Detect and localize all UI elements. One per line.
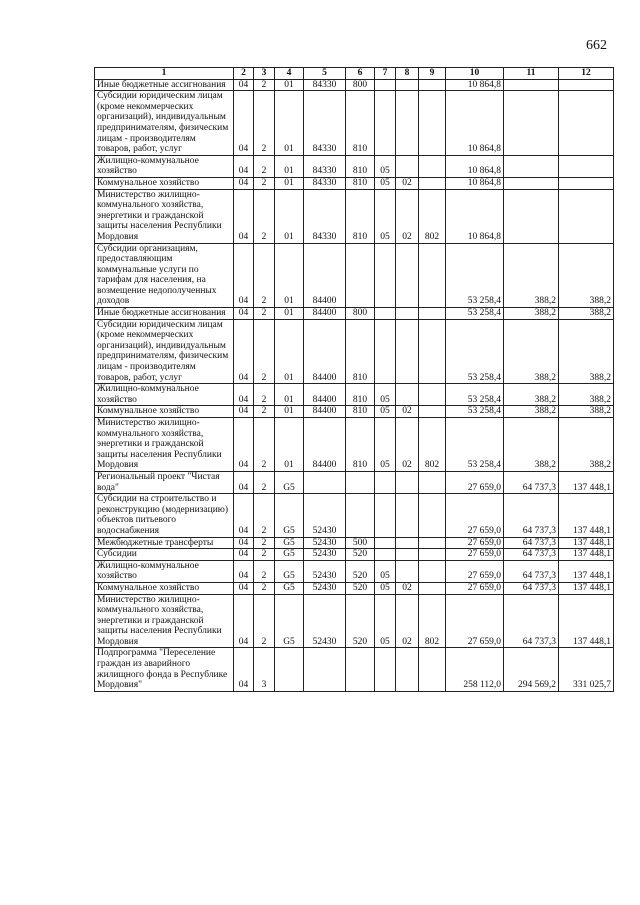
table-row: [95, 91, 614, 156]
table-cell: [559, 189, 614, 243]
table-cell: [396, 549, 419, 561]
column-header: 6: [346, 68, 375, 80]
row-name-cell: Министерство жилищно-коммунального хозяйства, энергетики и гражданской защиты населения Республики Мордовия: [95, 189, 234, 243]
table-row: [95, 189, 614, 243]
column-header: 1: [95, 68, 234, 80]
table-cell: G5: [275, 549, 304, 561]
table-cell: 294 569,2: [504, 648, 559, 691]
table-cell: [419, 155, 446, 177]
table-row: [95, 155, 614, 177]
table-cell: 27 659,0: [446, 471, 504, 493]
table-cell: [396, 243, 419, 308]
table-cell: 53 258,4: [446, 418, 504, 472]
table-cell: 05: [375, 406, 396, 418]
table-cell: 53 258,4: [446, 243, 504, 308]
table-cell: [346, 243, 375, 308]
row-name-cell: Коммунальное хозяйство: [95, 177, 234, 189]
table-cell: 52430: [304, 494, 346, 537]
table-cell: [346, 648, 375, 691]
table-cell: 137 448,1: [559, 537, 614, 549]
table-cell: [419, 91, 446, 156]
row-name-cell: Жилищно-коммунальное хозяйство: [95, 384, 234, 406]
table-cell: 52430: [304, 560, 346, 582]
table-cell: 2: [254, 418, 275, 472]
table-cell: 520: [346, 582, 375, 594]
table-cell: [559, 177, 614, 189]
table-header-row: [95, 68, 614, 80]
table-cell: 04: [234, 471, 254, 493]
table-cell: 810: [346, 177, 375, 189]
table-cell: 04: [234, 648, 254, 691]
table-cell: 53 258,4: [446, 308, 504, 320]
table-cell: 500: [346, 537, 375, 549]
table-cell: 258 112,0: [446, 648, 504, 691]
table-cell: [419, 648, 446, 691]
table-cell: 64 737,3: [504, 537, 559, 549]
table-cell: 04: [234, 79, 254, 91]
table-cell: 52430: [304, 582, 346, 594]
table-cell: 520: [346, 560, 375, 582]
table-cell: 137 448,1: [559, 471, 614, 493]
table-row: [95, 560, 614, 582]
table-cell: 27 659,0: [446, 582, 504, 594]
table-cell: 800: [346, 308, 375, 320]
row-name-cell: Министерство жилищно-коммунального хозяйства, энергетики и гражданской защиты населения Республики Мордовия: [95, 594, 234, 648]
table-cell: [375, 537, 396, 549]
table-cell: [419, 308, 446, 320]
table-cell: 05: [375, 594, 396, 648]
row-name-cell: Иные бюджетные ассигнования: [95, 79, 234, 91]
table-row: [95, 549, 614, 561]
table-cell: 64 737,3: [504, 560, 559, 582]
table-cell: [396, 648, 419, 691]
table-cell: [346, 494, 375, 537]
table-cell: 01: [275, 418, 304, 472]
table-cell: 2: [254, 79, 275, 91]
table-cell: G5: [275, 494, 304, 537]
table-cell: [375, 648, 396, 691]
table-cell: 53 258,4: [446, 319, 504, 384]
table-cell: 2: [254, 594, 275, 648]
table-cell: 388,2: [504, 308, 559, 320]
table-row: [95, 494, 614, 537]
table-row: [95, 648, 614, 691]
table-cell: 01: [275, 384, 304, 406]
table-row: [95, 384, 614, 406]
table-cell: [419, 494, 446, 537]
row-name-cell: Подпрограмма "Переселение граждан из аварийного жилищного фонда в Республике Мордовия": [95, 648, 234, 691]
row-name-cell: Жилищно-коммунальное хозяйство: [95, 560, 234, 582]
table-cell: 137 448,1: [559, 560, 614, 582]
table-cell: 84330: [304, 79, 346, 91]
table-cell: 84330: [304, 155, 346, 177]
table-cell: 01: [275, 319, 304, 384]
table-cell: [419, 549, 446, 561]
table-cell: 04: [234, 177, 254, 189]
table-cell: 05: [375, 560, 396, 582]
table-cell: 02: [396, 177, 419, 189]
table-cell: 10 864,8: [446, 155, 504, 177]
table-cell: 2: [254, 494, 275, 537]
table-cell: 137 448,1: [559, 582, 614, 594]
table-cell: [504, 177, 559, 189]
table-cell: 2: [254, 471, 275, 493]
table-cell: 2: [254, 189, 275, 243]
table-cell: 04: [234, 319, 254, 384]
table-cell: 04: [234, 155, 254, 177]
table-cell: [419, 560, 446, 582]
column-header: 10: [446, 68, 504, 80]
table-cell: [419, 79, 446, 91]
column-header: 11: [504, 68, 559, 80]
table-cell: 520: [346, 549, 375, 561]
table-cell: [419, 319, 446, 384]
table-cell: 05: [375, 189, 396, 243]
table-cell: [559, 91, 614, 156]
table-cell: 02: [396, 189, 419, 243]
table-cell: 84330: [304, 91, 346, 156]
table-row: [95, 471, 614, 493]
table-cell: 3: [254, 648, 275, 691]
page-number: 662: [586, 38, 607, 53]
table-cell: [396, 319, 419, 384]
table-cell: 810: [346, 418, 375, 472]
column-header: 8: [396, 68, 419, 80]
table-row: [95, 537, 614, 549]
table-cell: G5: [275, 560, 304, 582]
table-cell: 10 864,8: [446, 79, 504, 91]
table-cell: [375, 319, 396, 384]
table-cell: 53 258,4: [446, 406, 504, 418]
table-cell: [396, 155, 419, 177]
table-cell: 84330: [304, 189, 346, 243]
table-cell: 01: [275, 308, 304, 320]
table-cell: 810: [346, 406, 375, 418]
column-header: 7: [375, 68, 396, 80]
column-header: 2: [234, 68, 254, 80]
table-cell: 810: [346, 155, 375, 177]
table-row: [95, 594, 614, 648]
table-body: [95, 68, 614, 692]
table-cell: G5: [275, 582, 304, 594]
table-cell: [504, 91, 559, 156]
table-cell: 802: [419, 189, 446, 243]
table-cell: 2: [254, 549, 275, 561]
table-cell: 02: [396, 582, 419, 594]
table-cell: 84330: [304, 177, 346, 189]
table-cell: G5: [275, 594, 304, 648]
table-cell: 01: [275, 406, 304, 418]
table-cell: 04: [234, 494, 254, 537]
table-row: [95, 418, 614, 472]
table-cell: 05: [375, 177, 396, 189]
table-cell: [504, 79, 559, 91]
table-cell: 2: [254, 319, 275, 384]
table-cell: 27 659,0: [446, 594, 504, 648]
table-cell: 52430: [304, 549, 346, 561]
table-cell: [304, 648, 346, 691]
table-cell: [375, 494, 396, 537]
table-cell: [559, 155, 614, 177]
table-cell: 84400: [304, 406, 346, 418]
table-cell: [396, 494, 419, 537]
table-cell: 04: [234, 537, 254, 549]
table-cell: [396, 91, 419, 156]
table-cell: 27 659,0: [446, 560, 504, 582]
row-name-cell: Субсидии: [95, 549, 234, 561]
row-name-cell: Коммунальное хозяйство: [95, 582, 234, 594]
table-cell: 10 864,8: [446, 91, 504, 156]
table-cell: 04: [234, 189, 254, 243]
table-cell: 01: [275, 79, 304, 91]
table-cell: 64 737,3: [504, 471, 559, 493]
table-cell: 2: [254, 582, 275, 594]
table-cell: 01: [275, 91, 304, 156]
table-cell: 02: [396, 418, 419, 472]
table-cell: 04: [234, 549, 254, 561]
table-cell: 01: [275, 243, 304, 308]
table-cell: 84400: [304, 243, 346, 308]
table-cell: 04: [234, 243, 254, 308]
table-cell: [346, 471, 375, 493]
table-cell: 802: [419, 594, 446, 648]
table-cell: 388,2: [504, 384, 559, 406]
table-cell: 84400: [304, 308, 346, 320]
table-cell: [304, 471, 346, 493]
table-cell: [419, 243, 446, 308]
table-cell: 84400: [304, 418, 346, 472]
table-cell: 2: [254, 560, 275, 582]
table-cell: 52430: [304, 537, 346, 549]
column-header: 12: [559, 68, 614, 80]
table-cell: [419, 406, 446, 418]
table-cell: 388,2: [504, 243, 559, 308]
table-row: [95, 243, 614, 308]
table-cell: [396, 384, 419, 406]
table-cell: 10 864,8: [446, 189, 504, 243]
table-row: [95, 79, 614, 91]
table-cell: 388,2: [504, 319, 559, 384]
table-cell: 810: [346, 91, 375, 156]
table-cell: 388,2: [504, 418, 559, 472]
table-cell: [419, 582, 446, 594]
table-cell: [396, 79, 419, 91]
table-cell: 01: [275, 177, 304, 189]
table-cell: 04: [234, 406, 254, 418]
table-cell: [419, 384, 446, 406]
table-cell: 137 448,1: [559, 549, 614, 561]
table-cell: 02: [396, 594, 419, 648]
row-name-cell: Субсидии юридическим лицам (кроме некоммерческих организаций), индивидуальным предпринимателям, физическим лицам - производителям товаров, работ, услуг: [95, 319, 234, 384]
table-cell: [419, 537, 446, 549]
table-cell: 10 864,8: [446, 177, 504, 189]
table-cell: 04: [234, 384, 254, 406]
table-cell: 27 659,0: [446, 537, 504, 549]
table-cell: [504, 189, 559, 243]
table-cell: 01: [275, 189, 304, 243]
table-cell: [396, 537, 419, 549]
table-cell: 04: [234, 582, 254, 594]
table-cell: [396, 308, 419, 320]
table-cell: 2: [254, 243, 275, 308]
table-cell: 2: [254, 155, 275, 177]
table-row: [95, 308, 614, 320]
column-header: 4: [275, 68, 304, 80]
table-cell: 04: [234, 594, 254, 648]
table-cell: 27 659,0: [446, 549, 504, 561]
table-cell: 810: [346, 384, 375, 406]
budget-table: [94, 67, 614, 692]
table-cell: 64 737,3: [504, 549, 559, 561]
table-cell: [419, 471, 446, 493]
row-name-cell: Субсидии организациям, предоставляющим коммунальные услуги по тарифам для населения, на возмещение недополученных доходов: [95, 243, 234, 308]
table-cell: 331 025,7: [559, 648, 614, 691]
table-cell: 520: [346, 594, 375, 648]
table-cell: 388,2: [504, 406, 559, 418]
column-header: 3: [254, 68, 275, 80]
table-cell: 05: [375, 582, 396, 594]
row-name-cell: Жилищно-коммунальное хозяйство: [95, 155, 234, 177]
table-cell: [396, 471, 419, 493]
table-cell: 04: [234, 308, 254, 320]
table-cell: 64 737,3: [504, 594, 559, 648]
table-cell: 802: [419, 418, 446, 472]
table-cell: 27 659,0: [446, 494, 504, 537]
table-cell: 04: [234, 91, 254, 156]
table-cell: 02: [396, 406, 419, 418]
table-cell: 137 448,1: [559, 494, 614, 537]
table-cell: 2: [254, 308, 275, 320]
table-cell: 01: [275, 155, 304, 177]
table-cell: 810: [346, 189, 375, 243]
table-cell: 2: [254, 384, 275, 406]
table-row: [95, 319, 614, 384]
table-cell: [375, 79, 396, 91]
table-cell: 810: [346, 319, 375, 384]
table-cell: 388,2: [559, 418, 614, 472]
table-cell: 388,2: [559, 243, 614, 308]
row-name-cell: Иные бюджетные ассигнования: [95, 308, 234, 320]
row-name-cell: Коммунальное хозяйство: [95, 406, 234, 418]
row-name-cell: Межбюджетные трансферты: [95, 537, 234, 549]
table-row: [95, 406, 614, 418]
table-cell: 05: [375, 155, 396, 177]
table-cell: 04: [234, 560, 254, 582]
table-cell: G5: [275, 537, 304, 549]
column-header: 9: [419, 68, 446, 80]
row-name-cell: Министерство жилищно-коммунального хозяйства, энергетики и гражданской защиты населения Республики Мордовия: [95, 418, 234, 472]
table-cell: [375, 549, 396, 561]
table-cell: [419, 177, 446, 189]
table-row: [95, 177, 614, 189]
table-cell: 53 258,4: [446, 384, 504, 406]
table-cell: 84400: [304, 384, 346, 406]
table-cell: [275, 648, 304, 691]
table-cell: [396, 560, 419, 582]
table-row: [95, 582, 614, 594]
row-name-cell: Субсидии юридическим лицам (кроме некоммерческих организаций), индивидуальным предпринимателям, физическим лицам - производителям товаров, работ, услуг: [95, 91, 234, 156]
table-cell: 388,2: [559, 384, 614, 406]
table-cell: 05: [375, 418, 396, 472]
table-cell: 2: [254, 91, 275, 156]
table-cell: 2: [254, 177, 275, 189]
table-cell: 388,2: [559, 319, 614, 384]
table-cell: [559, 79, 614, 91]
table-cell: 84400: [304, 319, 346, 384]
table-cell: 64 737,3: [504, 494, 559, 537]
column-header: 5: [304, 68, 346, 80]
table-cell: 2: [254, 537, 275, 549]
row-name-cell: Субсидии на строительство и реконструкцию (модернизацию) объектов питьевого водоснабжения: [95, 494, 234, 537]
table-cell: 2: [254, 406, 275, 418]
table-cell: G5: [275, 471, 304, 493]
table-cell: 05: [375, 384, 396, 406]
row-name-cell: Региональный проект "Чистая вода": [95, 471, 234, 493]
table-cell: [375, 308, 396, 320]
table-cell: 04: [234, 418, 254, 472]
table-cell: 388,2: [559, 308, 614, 320]
table-cell: 137 448,1: [559, 594, 614, 648]
table-cell: 800: [346, 79, 375, 91]
table-cell: [375, 471, 396, 493]
table-cell: 52430: [304, 594, 346, 648]
table-cell: [375, 91, 396, 156]
table-cell: [504, 155, 559, 177]
table-cell: 388,2: [559, 406, 614, 418]
table-cell: [375, 243, 396, 308]
table-cell: 64 737,3: [504, 582, 559, 594]
